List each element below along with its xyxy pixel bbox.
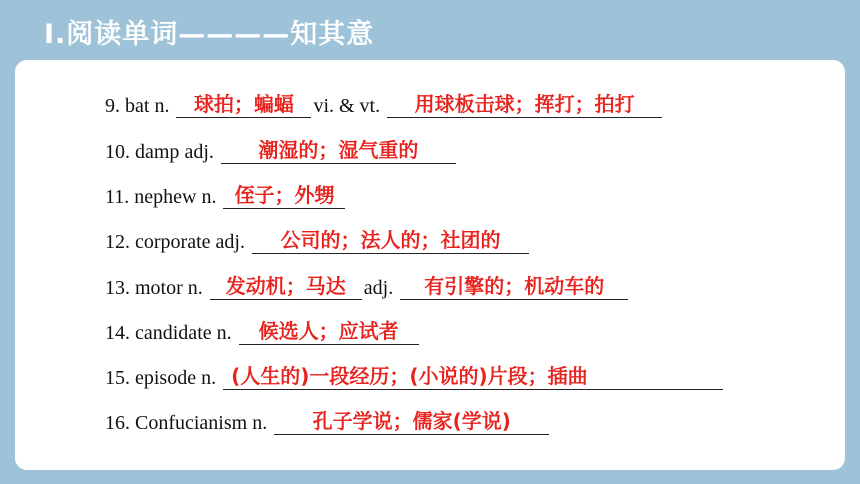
answer-blank-2 (400, 273, 628, 300)
item-number: 11. (105, 186, 130, 208)
answer-blank (239, 318, 419, 345)
answer-blank (274, 408, 549, 435)
vocab-row-16 (105, 401, 551, 435)
answer-blank-2 (387, 91, 662, 118)
item-word: episode (135, 367, 197, 389)
item-pos: n. (252, 412, 268, 434)
answer-blank (210, 273, 362, 300)
answer-text: 候选人；应试者 (258, 319, 399, 343)
answer-blank (176, 91, 311, 118)
item-word: nephew (134, 186, 197, 208)
item-word: damp (135, 141, 180, 163)
item-word: candidate (135, 322, 212, 344)
item-pos: n. (187, 277, 203, 299)
answer-text: 发动机；马达 (225, 274, 346, 298)
page-title: Ⅰ.阅读单词————知其意 (44, 19, 375, 50)
item-word: corporate (135, 231, 211, 253)
item-number: 13. (105, 277, 130, 299)
item-pos: n. (154, 95, 170, 117)
answer-blank (252, 227, 529, 254)
item-number: 9. (105, 95, 120, 117)
answer-blank (223, 182, 345, 209)
answer-text-2: 有引擎的；机动车的 (424, 274, 605, 298)
vocab-row-9 (105, 84, 664, 118)
item-number: 15. (105, 367, 130, 389)
vocab-row-11 (105, 175, 347, 209)
item-pos-2: vi. & vt. (313, 95, 381, 117)
answer-text: 潮湿的；湿气重的 (258, 138, 419, 162)
item-number: 10. (105, 141, 130, 163)
item-number: 12. (105, 231, 130, 253)
vocab-row-15 (105, 356, 725, 390)
answer-text: (人生的)一段经历；(小说的)片段；插曲 (231, 364, 588, 388)
answer-text: 球拍；蝙蝠 (193, 92, 294, 116)
answer-text: 侄子；外甥 (234, 183, 335, 207)
vocab-row-10 (105, 130, 458, 164)
item-pos: adj. (215, 231, 245, 253)
item-pos: adj. (184, 141, 214, 163)
answer-blank (221, 137, 456, 164)
answer-text-2: 用球板击球；挥打；拍打 (414, 92, 635, 116)
item-number: 14. (105, 322, 130, 344)
item-word: bat (125, 95, 150, 117)
item-pos: n. (201, 186, 217, 208)
vocab-row-12 (105, 220, 531, 254)
item-word: Confucianism (135, 412, 248, 434)
answer-text: 孔子学说；儒家(学说) (312, 409, 511, 433)
answer-blank (223, 363, 723, 390)
item-pos: n. (216, 322, 232, 344)
item-pos-2: adj. (363, 277, 394, 299)
vocab-row-14 (105, 311, 421, 345)
item-word: motor (135, 277, 183, 299)
vocab-row-13 (105, 266, 630, 300)
item-pos: n. (201, 367, 217, 389)
item-number: 16. (105, 412, 130, 434)
answer-text: 公司的；法人的；社团的 (280, 228, 501, 252)
